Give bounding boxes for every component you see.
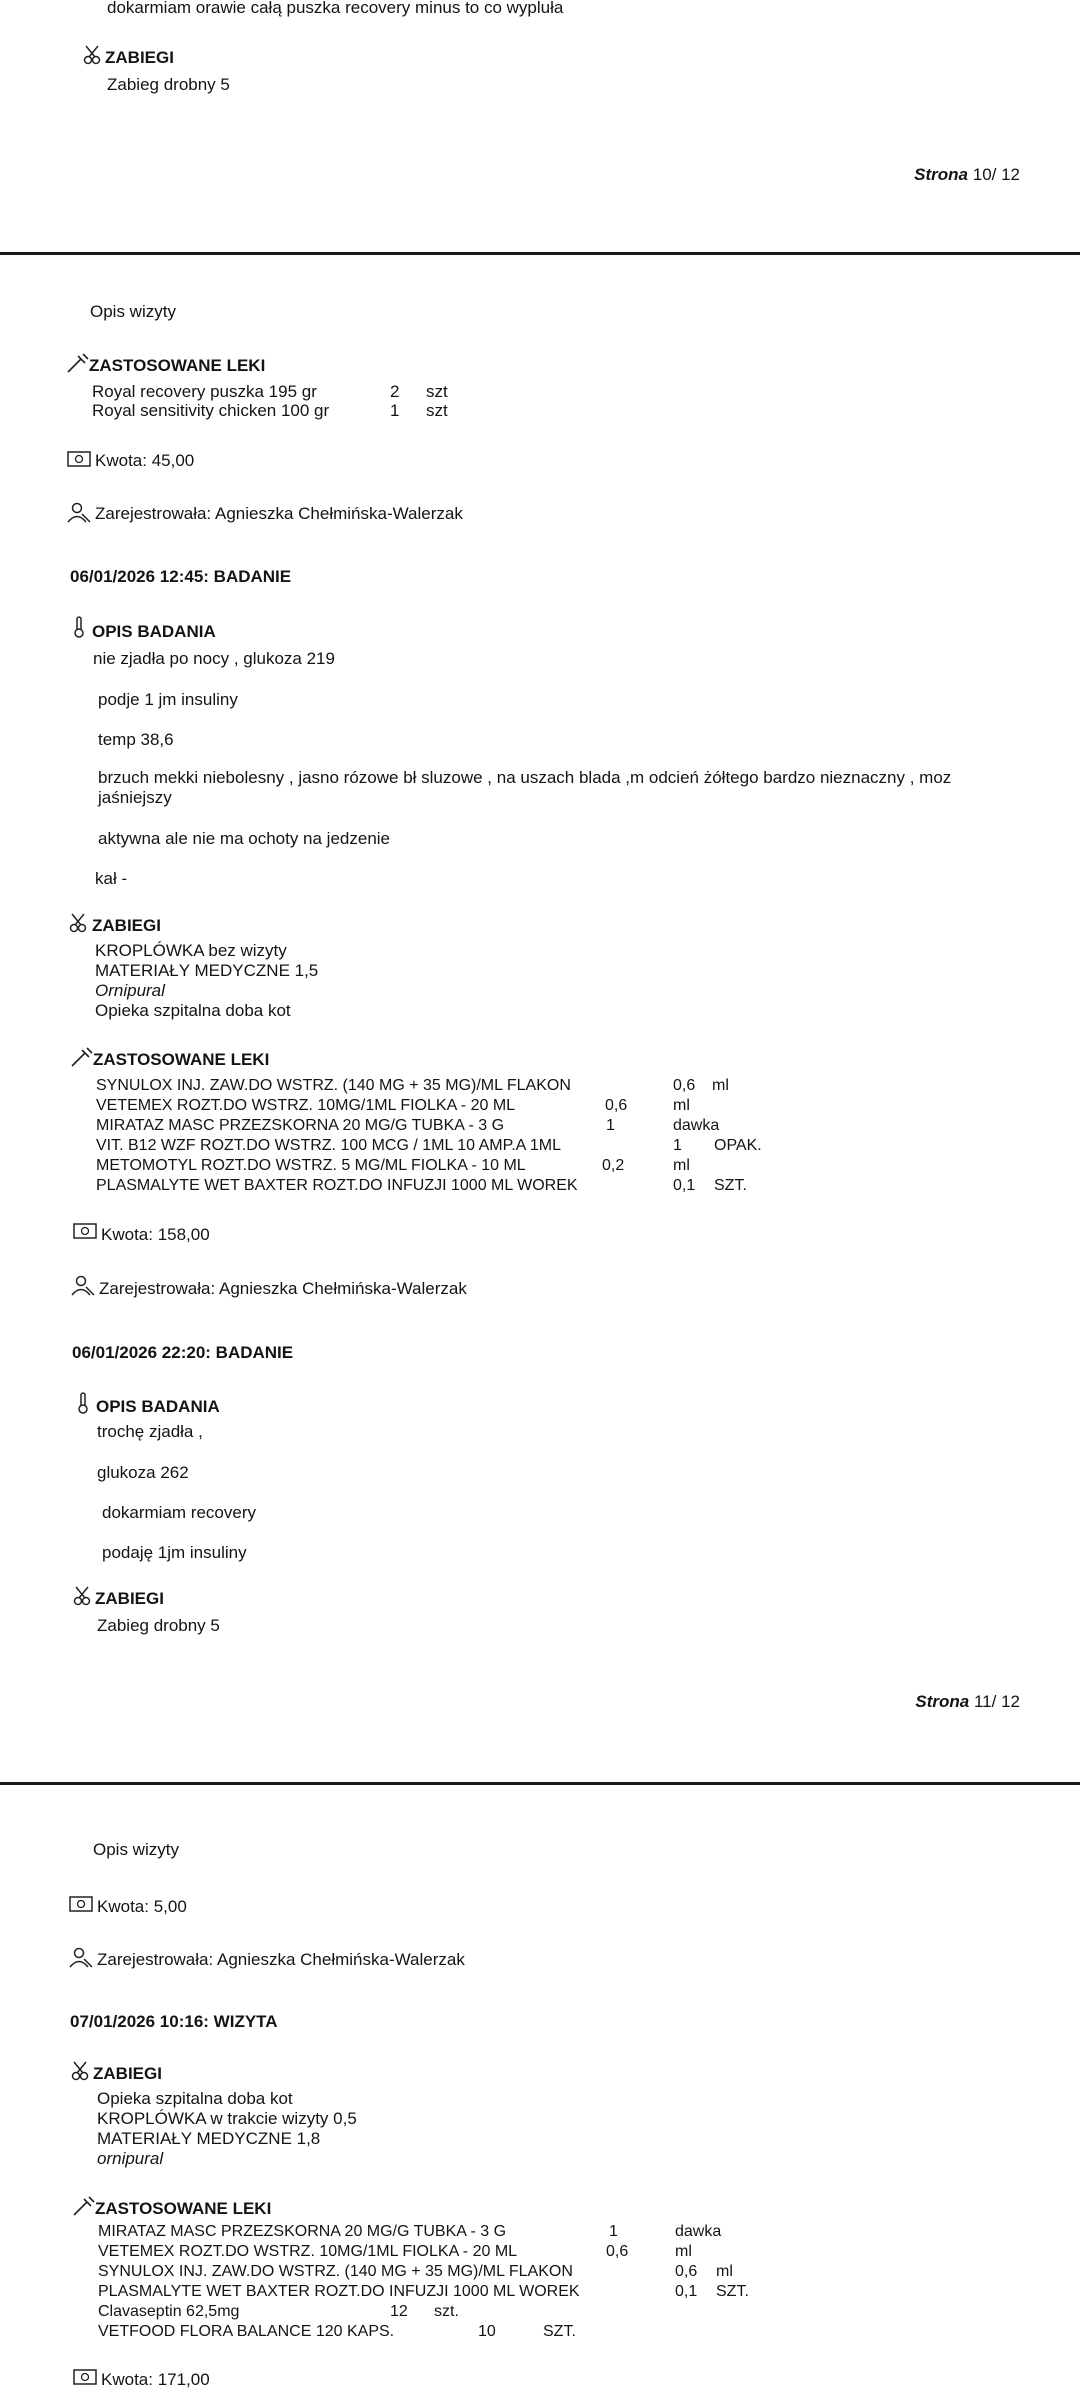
lek-unit: ml <box>673 1157 690 1174</box>
money-icon <box>72 1220 98 1242</box>
zabieg-item: Zabieg drobny 5 <box>97 1616 220 1635</box>
page-separator <box>0 252 1080 255</box>
footer-label: Strona <box>915 1692 970 1711</box>
zabieg-item: ornipural <box>97 2149 164 2168</box>
lek-name: Royal recovery puszka 195 gr <box>92 382 317 401</box>
kwota: Kwota: 5,00 <box>97 1897 187 1916</box>
lek-qty: 12 <box>390 2303 408 2320</box>
user-icon <box>68 1946 94 1968</box>
entry-header: 07/01/2026 10:16: WIZYTA <box>70 2012 278 2031</box>
lek-name: VETFOOD FLORA BALANCE 120 KAPS. <box>98 2323 395 2340</box>
leki-title: ZASTOSOWANE LEKI <box>93 1050 270 1069</box>
zabieg-item: Ornipural <box>95 981 165 1000</box>
lek-name: VETEMEX ROZT.DO WSTRZ. 10MG/1ML FIOLKA - 20 ML <box>98 2243 518 2260</box>
lek-unit: SZT. <box>716 2283 749 2300</box>
opis-line: trochę zjadła , <box>97 1422 203 1441</box>
opis-line: kał - <box>95 869 128 888</box>
lek-name: MIRATAZ MASC PRZEZSKORNA 20 MG/G TUBKA - 3 G <box>98 2223 507 2240</box>
kwota: Kwota: 45,00 <box>95 451 195 470</box>
lek-qty: 1 <box>390 401 400 420</box>
opis-line: jaśniejszy <box>98 788 172 807</box>
opis-line: temp 38,6 <box>98 730 174 749</box>
money-icon <box>72 2366 98 2388</box>
opis-line: dokarmiam recovery <box>102 1503 256 1522</box>
zabieg-item: KROPLÓWKA w trakcie wizyty 0,5 <box>97 2109 357 2128</box>
opis-wizyty: Opis wizyty <box>93 1840 179 1859</box>
money-icon <box>68 1893 94 1915</box>
lek-amount: 0,6 <box>673 1077 696 1094</box>
lek-qty: 1 <box>606 1117 615 1134</box>
page-footer <box>915 1692 1020 1712</box>
lek-unit: dawka <box>673 1117 720 1134</box>
entry-header: 06/01/2026 12:45: BADANIE <box>70 567 292 586</box>
opis-line: nie zjadła po nocy , glukoza 219 <box>93 649 335 668</box>
page10-note-line: dokarmiam orawie całą puszka recovery minus to co wypluła <box>107 0 564 17</box>
lek-unit: szt. <box>434 2303 459 2320</box>
zabieg-item: Opieka szpitalna doba kot <box>97 2089 293 2108</box>
opis-badania-title: OPIS BADANIA <box>96 1397 220 1416</box>
lek-name: Royal sensitivity chicken 100 gr <box>92 401 330 420</box>
lek-name: METOMOTYL ROZT.DO WSTRZ. 5 MG/ML FIOLKA - 10 ML <box>96 1157 526 1174</box>
opis-line: podaję 1jm insuliny <box>102 1543 247 1562</box>
opis-line: glukoza 262 <box>97 1463 189 1482</box>
lek-name: MIRATAZ MASC PRZEZSKORNA 20 MG/G TUBKA - 3 G <box>96 1117 505 1134</box>
zabiegi-title: ZABIEGI <box>92 916 161 935</box>
footer-pages: 10/ 12 <box>972 165 1020 184</box>
zabiegi-title: ZABIEGI <box>93 2064 162 2083</box>
lek-unit: ml <box>716 2263 733 2280</box>
zabieg-item: KROPLÓWKA bez wizyty <box>95 941 287 960</box>
zabieg-item: Zabieg drobny 5 <box>107 75 230 94</box>
lek-unit: szt <box>426 382 448 401</box>
lek-amount: 0,1 <box>673 1177 696 1194</box>
money-icon <box>66 448 92 470</box>
zabiegi-title: ZABIEGI <box>95 1589 164 1608</box>
zarejestrowala: Zarejestrowała: Agnieszka Chełmińska-Walerzak <box>95 504 463 523</box>
opis-badania-title: OPIS BADANIA <box>92 622 216 641</box>
kwota: Kwota: 171,00 <box>101 2370 210 2389</box>
lek-name: VETEMEX ROZT.DO WSTRZ. 10MG/1ML FIOLKA - 20 ML <box>96 1097 516 1114</box>
opis-wizyty: Opis wizyty <box>90 302 176 321</box>
zabieg-item: MATERIAŁY MEDYCZNE 1,8 <box>97 2129 321 2148</box>
opis-line: aktywna ale nie ma ochoty na jedzenie <box>98 829 391 848</box>
lek-name: PLASMALYTE WET BAXTER ROZT.DO INFUZJI 1000 ML WOREK <box>96 1177 578 1194</box>
lek-name: SYNULOX INJ. ZAW.DO WSTRZ. (140 MG + 35 MG)/ML FLAKON <box>98 2263 573 2280</box>
lek-unit: szt <box>426 401 448 420</box>
zabieg-item: Opieka szpitalna doba kot <box>95 1001 291 1020</box>
zabiegi-title: ZABIEGI <box>105 48 174 67</box>
lek-amount: 1 <box>673 1137 682 1154</box>
opis-line: podje 1 jm insuliny <box>98 690 238 709</box>
lek-name: PLASMALYTE WET BAXTER ROZT.DO INFUZJI 1000 ML WOREK <box>98 2283 580 2300</box>
leki-title: ZASTOSOWANE LEKI <box>95 2199 272 2218</box>
lek-qty: 0,6 <box>606 2243 629 2260</box>
kwota: Kwota: 158,00 <box>101 1225 210 1244</box>
lek-name: Clavaseptin 62,5mg <box>98 2303 240 2320</box>
lek-qty: 1 <box>609 2223 618 2240</box>
opis-line: brzuch mekki niebolesny , jasno rózowe bł sluzowe , na uszach blada ,m odcień żółtego bardzo nieznaczny , moz <box>98 768 952 787</box>
thermometer-icon <box>72 1392 98 1414</box>
leki-title: ZASTOSOWANE LEKI <box>89 356 266 375</box>
lek-qty: 10 <box>478 2323 496 2340</box>
page-footer <box>914 165 1020 185</box>
lek-unit: dawka <box>675 2223 722 2240</box>
scissors-icon <box>68 912 94 934</box>
footer-label: Strona <box>914 165 968 184</box>
lek-qty: 2 <box>390 382 400 401</box>
thermometer-icon <box>68 616 94 638</box>
entry-header: 06/01/2026 22:20: BADANIE <box>72 1343 294 1362</box>
zabieg-item: MATERIAŁY MEDYCZNE 1,5 <box>95 961 319 980</box>
lek-unit: OPAK. <box>714 1137 762 1154</box>
lek-amount: 0,6 <box>675 2263 698 2280</box>
lek-unit: ml <box>712 1077 729 1094</box>
lek-qty: 0,2 <box>602 1157 625 1174</box>
footer-pages: 11/ 12 <box>973 1692 1020 1711</box>
zarejestrowala: Zarejestrowała: Agnieszka Chełmińska-Walerzak <box>99 1279 467 1298</box>
lek-amount: 0,1 <box>675 2283 698 2300</box>
lek-name: VIT. B12 WZF ROZT.DO WSTRZ. 100 MCG / 1ML 10 AMP.A 1ML <box>96 1137 561 1154</box>
lek-unit: ml <box>673 1097 690 1114</box>
user-icon <box>66 501 92 523</box>
zarejestrowala: Zarejestrowała: Agnieszka Chełmińska-Walerzak <box>97 1950 465 1969</box>
lek-qty: 0,6 <box>605 1097 628 1114</box>
lek-unit: ml <box>675 2243 692 2260</box>
user-icon <box>70 1274 96 1296</box>
lek-unit: SZT. <box>543 2323 576 2340</box>
page-separator <box>0 1782 1080 1785</box>
lek-name: SYNULOX INJ. ZAW.DO WSTRZ. (140 MG + 35 MG)/ML FLAKON <box>96 1077 571 1094</box>
lek-unit: SZT. <box>714 1177 747 1194</box>
